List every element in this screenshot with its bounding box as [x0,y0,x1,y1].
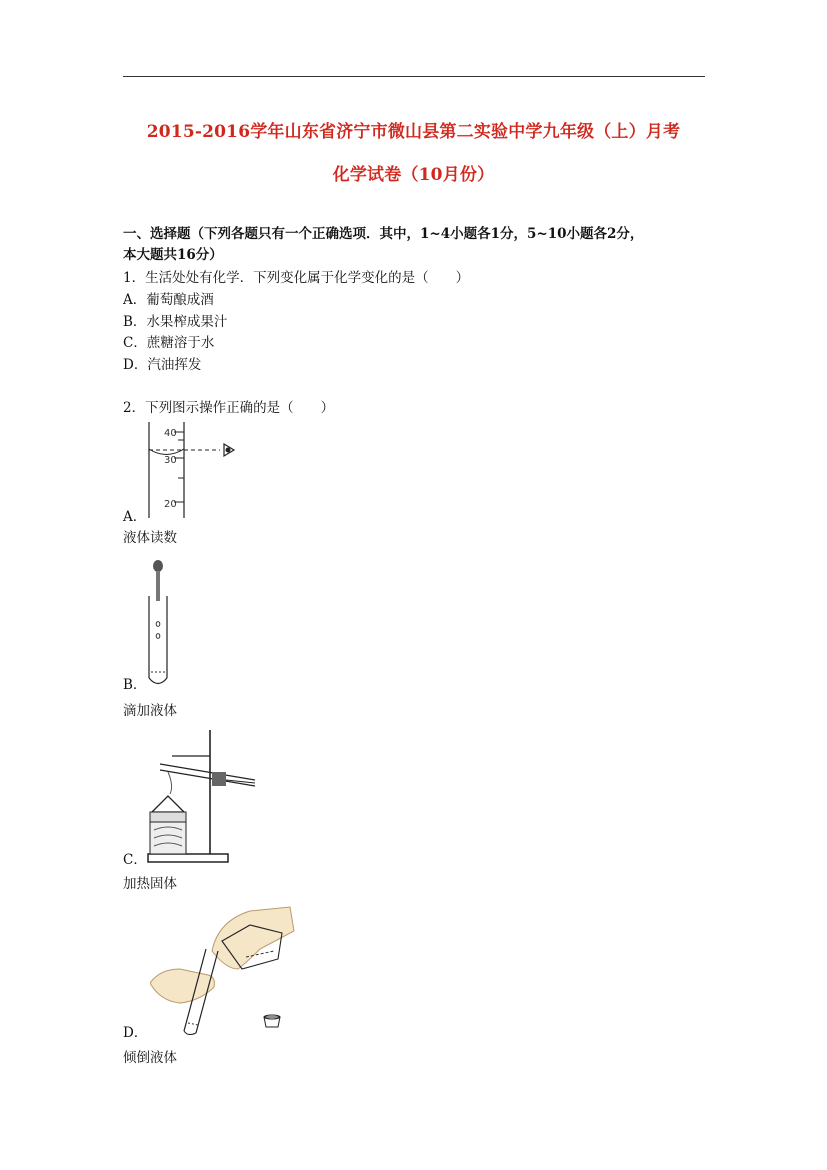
q2-option-d-caption: 倾倒液体 [123,1050,177,1066]
q2-option-c-letter: C． [123,852,147,868]
section-heading-line2: 本大题共16分） [123,247,223,263]
q2-option-a-letter: A． [123,509,147,525]
q1-option-d: D．汽油挥发 [123,357,202,373]
scale-label-20: 20 [164,499,177,510]
eye-icon [224,444,234,456]
scale-label-30: 30 [164,455,177,466]
exam-title-line1: 2015-2016学年山东省济宁市微山县第二实验中学九年级（上）月考 [146,122,681,142]
scale-label-40: 40 [164,428,177,439]
q2-option-a-caption: 液体读数 [123,530,177,546]
exam-title-line2: 化学试卷（10月份） [332,165,495,185]
q2-stem: 2．下列图示操作正确的是（ ） [123,400,335,416]
section-heading-line1: 一、选择题（下列各题只有一个正确选项．其中，1~4小题各1分，5~10小题各2分， [123,226,644,242]
q2-option-b-caption: 滴加液体 [123,703,177,719]
q1-option-c: C．蔗糖溶于水 [123,335,215,351]
q2-option-d-letter: D． [123,1025,148,1041]
header-rule [123,76,705,77]
q1-option-b: B．水果榨成果汁 [123,314,228,330]
figure-d-pouring [150,903,300,1035]
figure-b-dropper [140,558,180,690]
q2-option-b-letter: B． [123,677,147,693]
q1-stem: 1．生活处处有化学．下列变化属于化学变化的是（ ） [123,270,470,286]
figure-a-cylinder [140,420,250,520]
q2-option-c-caption: 加热固体 [123,876,177,892]
q1-option-a: A．葡萄酿成酒 [123,292,214,308]
figure-c-heating [140,726,265,868]
